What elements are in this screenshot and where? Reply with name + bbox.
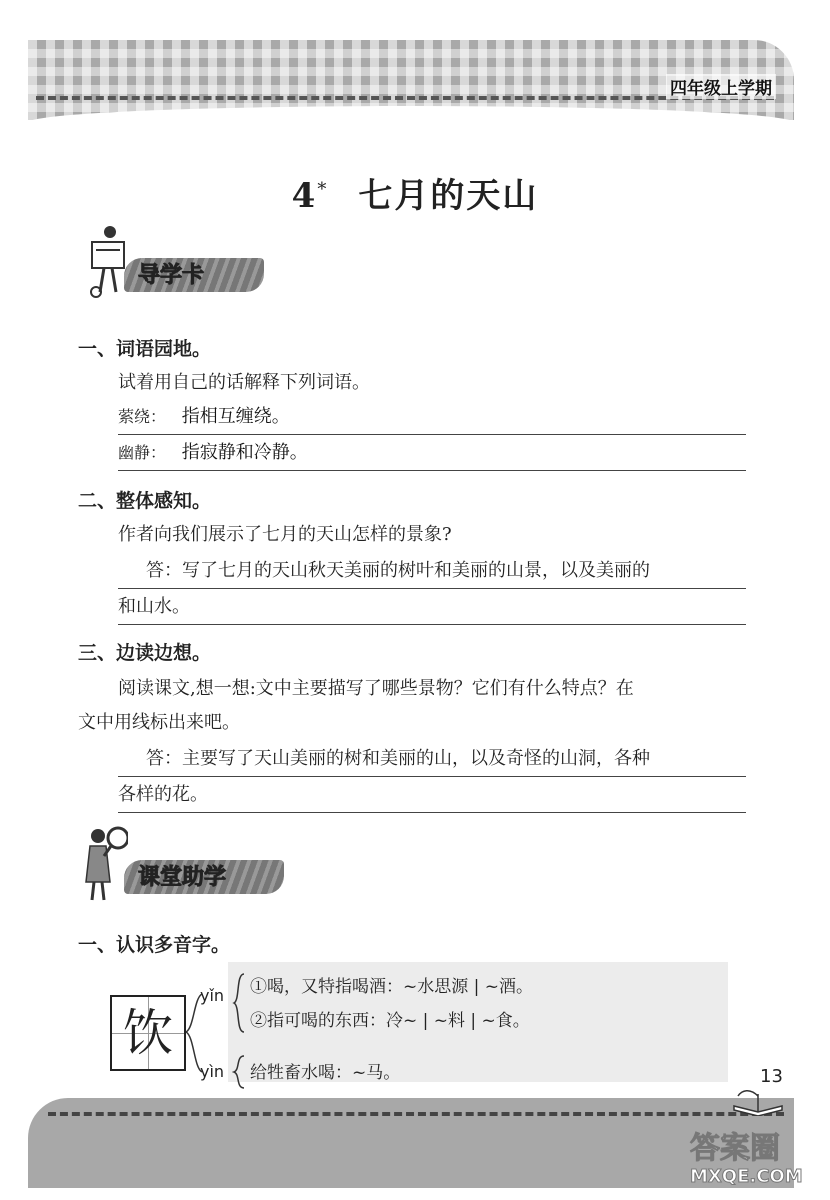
watermark-line1: 答案圈 xyxy=(690,1131,780,1166)
polyphone-character: 饮 xyxy=(110,995,186,1071)
overall-answer-line[interactable]: 答：写了七月的天山秋天美丽的树叶和美丽的山景，以及美丽的 xyxy=(118,554,746,589)
section-overall-heading: 二、整体感知。 xyxy=(78,490,212,512)
pinyin-reading: yǐn xyxy=(200,986,225,1005)
footer-band xyxy=(28,1098,794,1188)
header-curve xyxy=(28,106,794,126)
header-dash-line xyxy=(36,96,774,100)
pinyin-reading: yìn xyxy=(200,1062,225,1081)
lesson-star: * xyxy=(317,178,329,200)
grade-label: 四年级上学期 xyxy=(666,74,776,99)
read-think-answer-line[interactable]: 答：主要写了天山美丽的树和美丽的山，以及奇怪的山洞，各种 xyxy=(118,742,746,777)
lesson-name: 七月的天山 xyxy=(358,176,539,216)
guide-card-badge xyxy=(74,256,204,296)
overall-question: 作者向我们展示了七月的天山怎样的景象? xyxy=(118,524,452,545)
section-polyphone-heading: 一、认识多音字。 xyxy=(78,934,231,956)
section-vocabulary-heading: 一、词语园地。 xyxy=(78,338,212,360)
meaning-item: ②指可喝的东西：冷~ | ~料 | ~食。 xyxy=(250,1011,530,1031)
section-read-think-heading: 三、边读边想。 xyxy=(78,642,212,664)
read-think-question: 文中用线标出来吧。 xyxy=(78,712,240,733)
vocabulary-row xyxy=(118,400,746,435)
header-band xyxy=(28,40,794,120)
footer-dash-line xyxy=(48,1112,784,1116)
lesson-number: 4 xyxy=(291,176,318,216)
page-number: 13 xyxy=(760,1066,783,1087)
read-think-answer-line[interactable]: 各样的花。 xyxy=(118,778,746,813)
class-help-label: 课堂助学 xyxy=(138,865,227,890)
magnifier-girl-icon xyxy=(84,818,128,902)
overall-answer-line[interactable]: 和山水。 xyxy=(118,590,746,625)
meaning-item: ①喝，又特指喝酒：~水思源 | ~酒。 xyxy=(250,977,534,997)
vocabulary-answer[interactable]: 指寂静和冷静。 xyxy=(181,442,308,463)
watermark-logo xyxy=(690,1132,818,1194)
student-figure-icon xyxy=(84,224,128,300)
guide-card-label: 导学卡 xyxy=(138,263,205,288)
meaning-item: 给牲畜水喝：~马。 xyxy=(250,1063,401,1083)
read-think-question: 阅读课文,想一想:文中主要描写了哪些景物？它们有什么特点？在 xyxy=(118,678,634,699)
vocabulary-instruction: 试着用自己的话解释下列词语。 xyxy=(118,372,370,393)
vocabulary-term: 萦绕： xyxy=(118,407,167,426)
brace-icon xyxy=(232,1054,246,1090)
brace-icon xyxy=(232,972,246,1034)
vocabulary-row xyxy=(118,436,746,471)
lesson-title xyxy=(0,168,830,217)
book-icon xyxy=(730,1086,786,1116)
vocabulary-answer[interactable]: 指相互缠绕。 xyxy=(181,406,290,427)
class-help-badge xyxy=(74,858,226,898)
vocabulary-term: 幽静： xyxy=(118,443,167,462)
watermark-line2: MXQE.COM xyxy=(690,1166,803,1187)
